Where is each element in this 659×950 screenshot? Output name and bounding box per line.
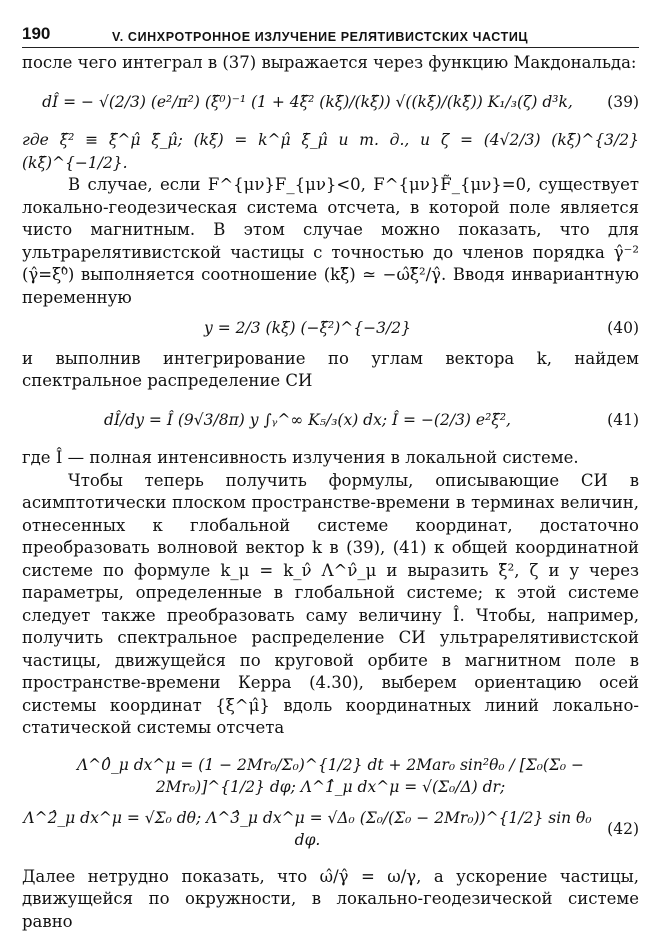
- equation-40: [22, 317, 639, 340]
- paragraph-total-intensity: где Î — полная интенсивность излучения в локальной системе.: [22, 448, 579, 467]
- equation-40-expression: y = 2/3 (kξ̇) (−ξ̈²)^{−3/2}: [204, 319, 411, 337]
- intro-paragraph: после чего интеграл в (37) выражается через функцию Макдональда:: [22, 53, 637, 72]
- definitions-line: где ξ̈² ≡ ξ̈^μ̂ ξ̈_μ̂; (kξ̇) = k^μ̂ ξ̇_μ̂ и т. д., и ζ = (4√2/3) (kξ̇)^{3/2} (kξ̈)^{−1/2}.: [22, 131, 639, 172]
- equation-42a-expression: Λ^0̂_μ dx^μ = (1 − 2Mr₀/Σ₀)^{1/2} dt + 2Mar₀ sin²θ₀ / [Σ₀(Σ₀ − 2Mr₀)]^{1/2} dφ; Λ^1̂_μ dx^μ = √(Σ₀/Δ) dr;: [76, 755, 585, 796]
- paragraph-magnetic-case: В случае, если F^{μν}F_{μν}<0, F^{μν}F̃_{μν}=0, существует локально-геодезическая система отсчета, в которой поле является чисто магнитным. В этом случае можно показать, что для ультрарелятивистской частицы с точностью до членов порядка γ̂⁻² (γ̂=ξ̇⁰̂) выполняется соотношение (kξ̈) ≃ −ω̂ξ̈²/γ̂. Вводя инвариантную переменную: [22, 175, 639, 307]
- equation-41-number: (41): [607, 410, 639, 429]
- equation-40-number: (40): [607, 319, 639, 337]
- equation-42: [22, 807, 639, 852]
- running-header: [22, 20, 639, 48]
- running-title: V. СИНХРОТРОННОЕ ИЗЛУЧЕНИЕ РЕЛЯТИВИСТСКИХ ЧАСТИЦ: [112, 30, 529, 44]
- equation-41: [22, 409, 639, 432]
- equation-39: [22, 91, 639, 114]
- page-number: 190: [22, 24, 51, 43]
- equation-42b-expression: Λ^2̂_μ dx^μ = √Σ₀ dθ; Λ^3̂_μ dx^μ = √Δ₀ (Σ₀/(Σ₀ − 2Mr₀))^{1/2} sin θ₀ dφ.: [23, 808, 592, 849]
- equation-41-expression: dÎ/dy = Î (9√3/8π) y ∫ᵧ^∞ K₅/₃(x) dx; Î = −(2/3) e²ξ̈²,: [104, 410, 511, 429]
- page-body: [22, 52, 639, 933]
- equation-42-number: (42): [607, 819, 639, 838]
- paragraph-integration: и выполнив интегрирование по углам вектора k, найдем спектральное распределение СИ: [22, 348, 639, 390]
- equation-39-expression: dÎ = − √(2/3) (e²/π²) (ξ̈⁰)⁻¹ (1 + 4ξ̈² (kξ̇)/(kξ̈)) √((kξ̇)/(kξ̈)) K₁/₃(ζ) d³k,: [42, 92, 573, 111]
- equation-39-number: (39): [607, 92, 639, 111]
- paragraph-global-coordinates: Чтобы теперь получить формулы, описывающие СИ в асимптотически плоском пространстве-времени в терминах величин, отнесенных к глобальной системе координат, достаточно преобразовать волновой вектор k в (39), (41) к общей координатной системе по формуле k_μ = k_ν̂ Λ^ν̂_μ и выразить ξ̈², ζ и y через параметры, определенные в глобальной системе; к этой системе следует также преобразовать саму величину Î. Чтобы, например, получить спектральное распределение СИ ультрарелятивистской частицы, движущейся по круговой орбите в магнитном поле в пространстве-времени Керра (4.30), выберем ориентацию осей системы координат {ξ^μ̂} вдоль координатных линий локально-статической системы отсчета: [22, 470, 639, 737]
- paragraph-acceleration: Далее нетрудно показать, что ω̂/γ̂ = ω/γ, а ускорение частицы, движущейся по окружности, в локально-геодезической системе равно: [22, 866, 639, 931]
- equation-42-line-1: [22, 754, 639, 799]
